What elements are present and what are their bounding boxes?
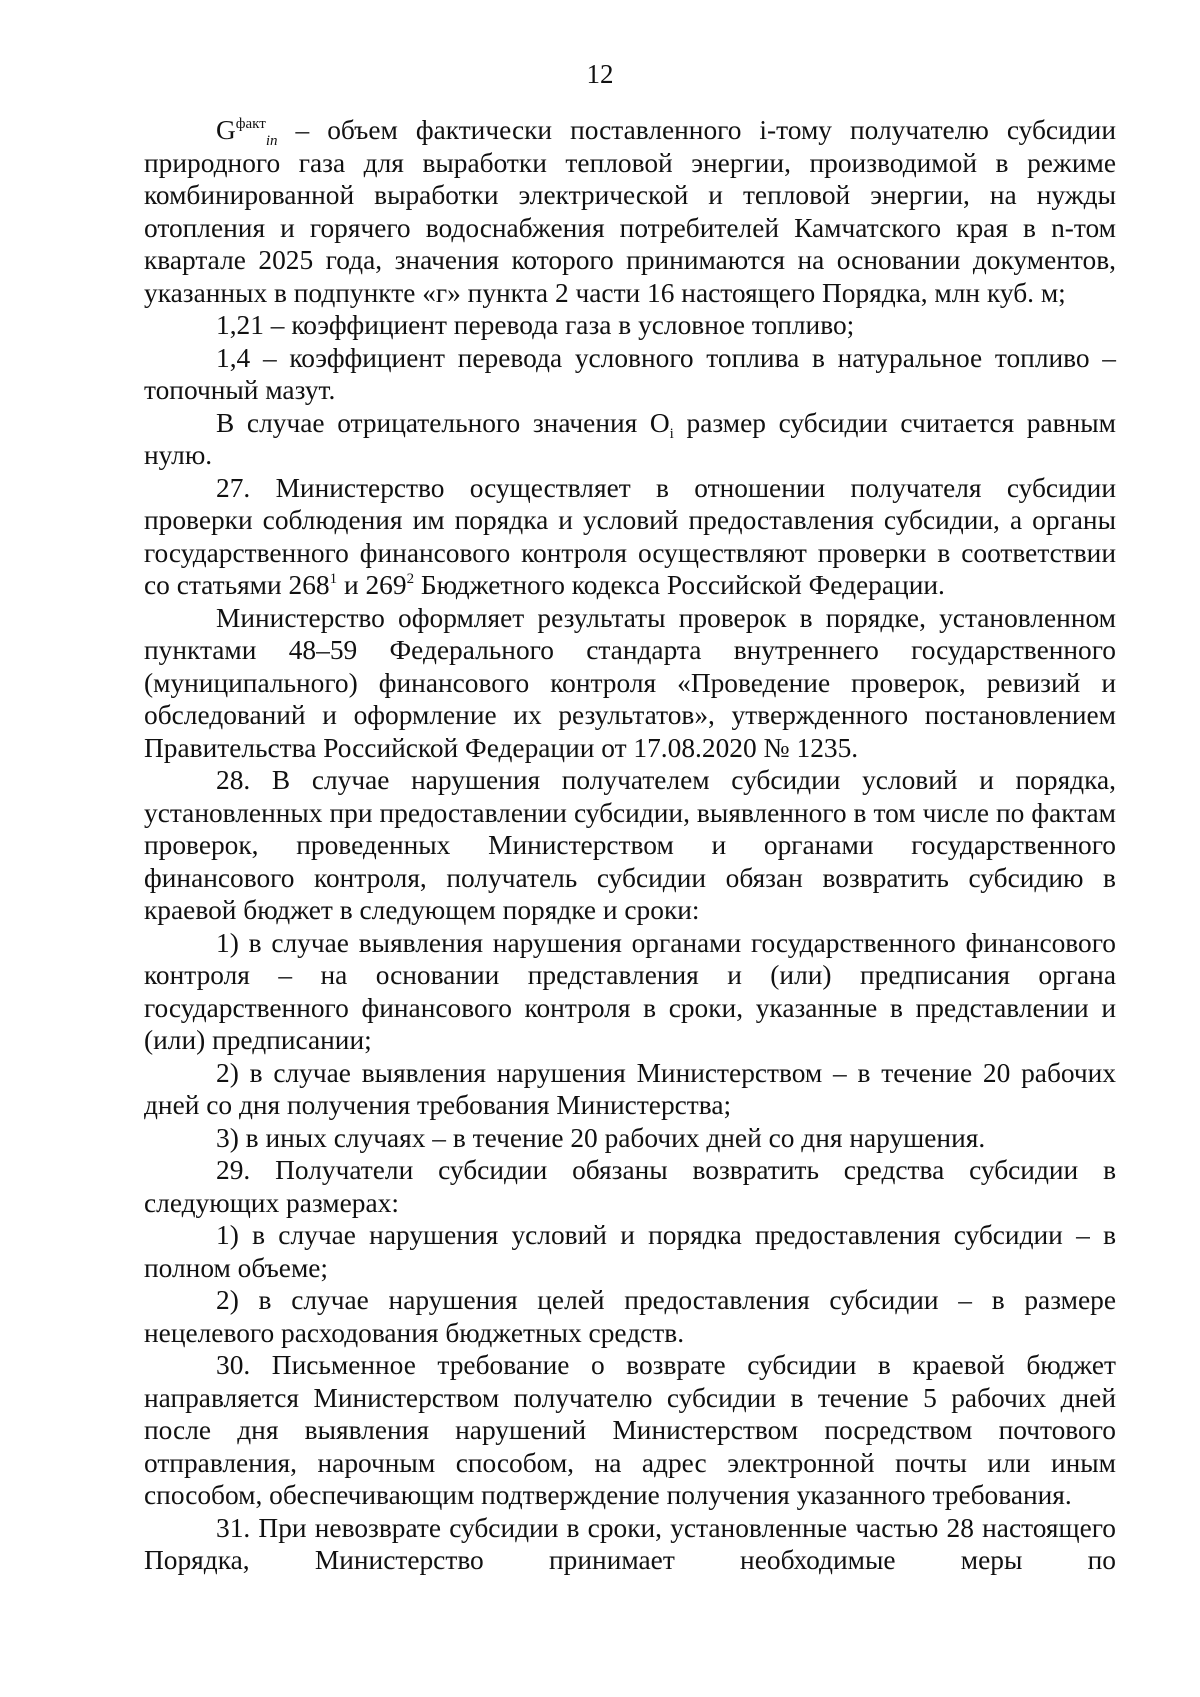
formula-var-subscript: in xyxy=(265,133,278,149)
document-body xyxy=(144,114,1116,1577)
paragraph-30: 30. Письменное требование о возврате субсидии в краевой бюджет направляется Министерством получателю субсидии в течение 5 рабочих дней после дня выявления нарушений Министерством посредством почтового отправления, нарочным способом, на адрес электронной почты или иным способом, обеспечивающим подтверждение получения указанного требования. xyxy=(144,1350,1116,1510)
negative-value-text-before: В случае отрицательного значения O xyxy=(216,407,670,438)
negative-value-note xyxy=(144,407,1116,472)
paragraph-28-item-2: 2) в случае выявления нарушения Министерством – в течение 20 рабочих дней со дня получения требования Министерства; xyxy=(144,1057,1116,1120)
formula-variable-definition xyxy=(144,114,1116,309)
paragraph-27-part-2: и 269 xyxy=(337,570,407,600)
formula-var-superscript: факт xyxy=(235,116,266,132)
negative-value-subscript: i xyxy=(669,425,674,442)
paragraph-27-results: Министерство оформляет результаты проверок в порядке, установленном пунктами 48–59 Федерального стандарта внутреннего государственного (муниципального) финансового контроля «Проведение проверок, ревизий и обследований и оформление их результатов», утвержденного постановлением Правительства Российской Федерации от 17.08.2020 № 1235. xyxy=(144,602,1116,763)
paragraph-28-item-1: 1) в случае выявления нарушения органами государственного финансового контроля – на основании представления и (или) предписания органа государственного финансового контроля в сроки, указанные в представлении и (или) предписании; xyxy=(144,927,1116,1055)
paragraph-27-part-1: 27. Министерство осуществляет в отношении получателя субсидии проверки соблюдения им порядка и условий предоставления субсидии, а органы государственного финансового контроля осуществляют проверки в соответствии со статьями 268 xyxy=(144,472,1116,600)
paragraph-27-sup-1: 1 xyxy=(329,571,338,587)
coefficient-1-4: 1,4 – коэффициент перевода условного топлива в натуральное топливо – топочный мазут. xyxy=(144,342,1116,405)
paragraph-28: 28. В случае нарушения получателем субсидии условий и порядка, установленных при предоставлении субсидии, выявленного в том числе по фактам проверок, проведенных Министерством и органами государственного финансового контроля, получатель субсидии обязан возвратить субсидию в краевой бюджет в следующем порядке и сроки: xyxy=(144,765,1116,925)
paragraph-29-item-2: 2) в случае нарушения целей предоставления субсидии – в размере нецелевого расходования бюджетных средств. xyxy=(144,1285,1116,1348)
paragraph-27 xyxy=(144,472,1116,602)
paragraph-29-item-1: 1) в случае нарушения условий и порядка предоставления субсидии – в полном объеме; xyxy=(144,1220,1116,1283)
formula-var-base: G xyxy=(216,115,236,145)
coefficient-1-21: 1,21 – коэффициент перевода газа в условное топливо; xyxy=(216,310,855,340)
negative-value-text-after: размер субсидии считается равным нулю. xyxy=(144,407,1116,470)
paragraph-27-sup-2: 2 xyxy=(406,571,415,587)
formula-var-description: – объем фактически поставленного i-тому получателю субсидии природного газа для выработки тепловой энергии, производимой в режиме комбинированной выработки электрической и тепловой энергии, на нужды отопления и горячего водоснабжения потребителей Камчатского края в n-том квартале 2025 года, значения которого принимаются на основании документов, указанных в подпункте «г» пункта 2 части 16 настоящего Порядка, млн куб. м; xyxy=(144,115,1116,308)
paragraph-28-item-3: 3) в иных случаях – в течение 20 рабочих дней со дня нарушения. xyxy=(216,1122,986,1153)
paragraph-29: 29. Получатели субсидии обязаны возвратить средства субсидии в следующих размерах: xyxy=(144,1155,1116,1218)
paragraph-31: 31. При невозврате субсидии в сроки, установленные частью 28 настоящего Порядка, Министерство принимает необходимые меры по xyxy=(144,1512,1116,1575)
paragraph-27-part-3: Бюджетного кодекса Российской Федерации. xyxy=(414,570,945,600)
page-number: 12 xyxy=(586,59,614,89)
